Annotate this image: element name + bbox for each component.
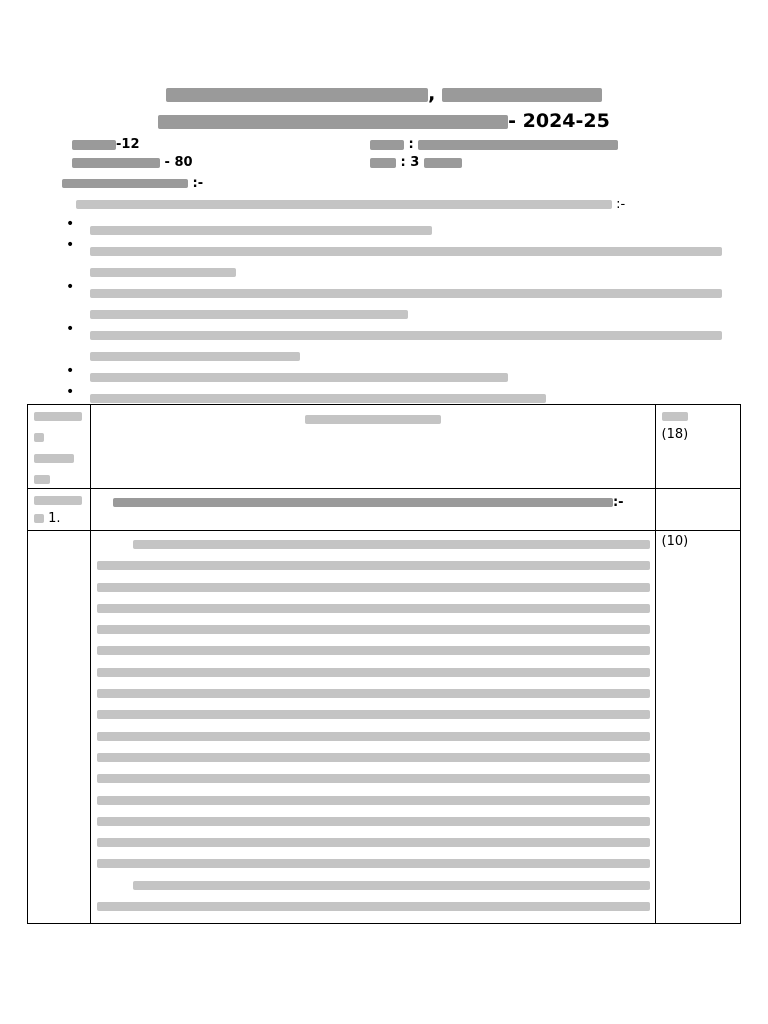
bullet-mark: • bbox=[66, 216, 75, 232]
hindi-text-placeholder bbox=[97, 859, 650, 868]
time-label bbox=[370, 155, 462, 170]
hindi-text-placeholder bbox=[72, 140, 116, 150]
instruction-bullet-1 bbox=[66, 216, 74, 232]
hindi-text-placeholder bbox=[424, 158, 462, 168]
hindi-text-placeholder bbox=[97, 796, 650, 805]
passage-line bbox=[97, 534, 649, 555]
instruction-text-3a bbox=[90, 283, 722, 302]
passage-marks-value: (10) bbox=[661, 534, 689, 549]
hindi-text-placeholder bbox=[133, 881, 650, 890]
hindi-text-placeholder bbox=[72, 158, 160, 168]
passage-line bbox=[97, 726, 649, 747]
hindi-text-placeholder bbox=[97, 646, 650, 655]
title-line-1-comma: , bbox=[428, 83, 436, 105]
passage-row bbox=[28, 531, 741, 924]
hindi-text-placeholder bbox=[113, 498, 613, 507]
class-value: -12 bbox=[116, 137, 140, 152]
hindi-text-placeholder bbox=[97, 604, 650, 613]
instruction-bullet-6 bbox=[66, 384, 74, 400]
instruction-bullet-5 bbox=[66, 363, 74, 379]
time-value: : 3 bbox=[400, 155, 420, 170]
question-number-header bbox=[28, 405, 91, 489]
hindi-text-placeholder bbox=[34, 454, 74, 463]
hindi-text-placeholder bbox=[90, 310, 408, 319]
hindi-text-placeholder bbox=[34, 475, 50, 484]
instruction-text-5 bbox=[90, 367, 508, 386]
bullet-mark: • bbox=[66, 363, 75, 379]
hindi-text-placeholder bbox=[370, 140, 404, 150]
section-marks: (18) bbox=[661, 427, 689, 442]
hindi-text-placeholder bbox=[97, 668, 650, 677]
hindi-text-placeholder bbox=[370, 158, 396, 168]
section-header bbox=[90, 405, 655, 489]
hindi-text-placeholder bbox=[97, 561, 650, 570]
passage-line bbox=[97, 619, 649, 640]
title-hindi-placeholder bbox=[158, 115, 508, 129]
instructions-heading bbox=[62, 176, 203, 191]
session-year: - 2024-25 bbox=[508, 110, 610, 132]
instruction-bullet-3 bbox=[66, 279, 74, 295]
bullet-mark: • bbox=[66, 237, 75, 253]
bullet-mark: • bbox=[66, 321, 75, 337]
max-marks-value: - 80 bbox=[164, 155, 193, 170]
hindi-text-placeholder bbox=[97, 902, 650, 911]
hindi-text-placeholder bbox=[662, 412, 688, 421]
passage-line bbox=[97, 853, 649, 874]
passage-line bbox=[97, 768, 649, 789]
subject-colon: : bbox=[408, 137, 414, 152]
instructions-intro-colon: :- bbox=[616, 197, 626, 212]
hindi-text-placeholder bbox=[62, 179, 188, 188]
instruction-text-4a bbox=[90, 325, 722, 344]
marks-header bbox=[655, 405, 741, 489]
title-hindi-placeholder bbox=[442, 88, 602, 102]
max-marks-label bbox=[72, 155, 193, 170]
hindi-text-placeholder bbox=[34, 514, 44, 523]
bullet-mark: • bbox=[66, 384, 75, 400]
passage-line bbox=[97, 811, 649, 832]
passage-line bbox=[97, 640, 649, 661]
bullet-mark: • bbox=[66, 279, 75, 295]
instruction-text-2b bbox=[90, 262, 236, 281]
hindi-text-placeholder bbox=[97, 732, 650, 741]
instructions-heading-colon: :- bbox=[192, 176, 204, 191]
hindi-text-placeholder bbox=[305, 415, 441, 424]
hindi-text-placeholder bbox=[34, 496, 82, 505]
instruction-text-3b bbox=[90, 304, 408, 323]
passage-line bbox=[97, 662, 649, 683]
hindi-text-placeholder bbox=[90, 226, 432, 235]
table-header-row bbox=[28, 405, 741, 489]
question-1-number bbox=[28, 489, 91, 531]
passage-line bbox=[97, 577, 649, 598]
passage-line bbox=[97, 555, 649, 576]
passage-line bbox=[97, 704, 649, 725]
passage-line bbox=[97, 896, 649, 917]
instructions-intro bbox=[76, 197, 625, 212]
passage-line bbox=[97, 832, 649, 853]
passage-line bbox=[97, 747, 649, 768]
title-line-2 bbox=[0, 110, 768, 132]
hindi-text-placeholder bbox=[97, 689, 650, 698]
question-1-instruction bbox=[90, 489, 655, 531]
title-line-1 bbox=[0, 83, 768, 105]
passage-line bbox=[97, 790, 649, 811]
hindi-text-placeholder bbox=[97, 838, 650, 847]
hindi-text-placeholder bbox=[97, 583, 650, 592]
instruction-text-4b bbox=[90, 346, 300, 365]
hindi-text-placeholder bbox=[97, 774, 650, 783]
subject-label bbox=[370, 137, 618, 152]
hindi-text-placeholder bbox=[97, 710, 650, 719]
passage-line bbox=[97, 875, 649, 896]
passage-line bbox=[97, 683, 649, 704]
hindi-text-placeholder bbox=[34, 433, 44, 442]
hindi-text-placeholder bbox=[90, 373, 508, 382]
hindi-text-placeholder bbox=[133, 540, 650, 549]
hindi-text-placeholder bbox=[97, 817, 650, 826]
passage-marks bbox=[655, 531, 741, 924]
question-1-number-value: 1. bbox=[48, 511, 61, 526]
class-label bbox=[72, 137, 140, 152]
question-1-instruction-colon: :- bbox=[612, 495, 624, 510]
question-1-marks-empty bbox=[655, 489, 741, 531]
passage-number-empty bbox=[28, 531, 91, 924]
hindi-text-placeholder bbox=[90, 268, 236, 277]
hindi-text-placeholder bbox=[34, 412, 82, 421]
instruction-text-2a bbox=[90, 241, 722, 260]
hindi-text-placeholder bbox=[90, 289, 722, 298]
instruction-bullet-4 bbox=[66, 321, 74, 337]
hindi-text-placeholder bbox=[76, 200, 612, 209]
passage-text bbox=[90, 531, 655, 924]
question-1-row bbox=[28, 489, 741, 531]
instruction-bullet-2 bbox=[66, 237, 74, 253]
hindi-text-placeholder bbox=[90, 394, 546, 403]
title-hindi-placeholder bbox=[166, 88, 428, 102]
passage-line bbox=[97, 598, 649, 619]
question-table bbox=[27, 404, 741, 924]
hindi-text-placeholder bbox=[97, 625, 650, 634]
instruction-text-1 bbox=[90, 220, 432, 239]
hindi-text-placeholder bbox=[418, 140, 618, 150]
hindi-text-placeholder bbox=[97, 753, 650, 762]
hindi-text-placeholder bbox=[90, 352, 300, 361]
hindi-text-placeholder bbox=[90, 331, 722, 340]
hindi-text-placeholder bbox=[90, 247, 722, 256]
